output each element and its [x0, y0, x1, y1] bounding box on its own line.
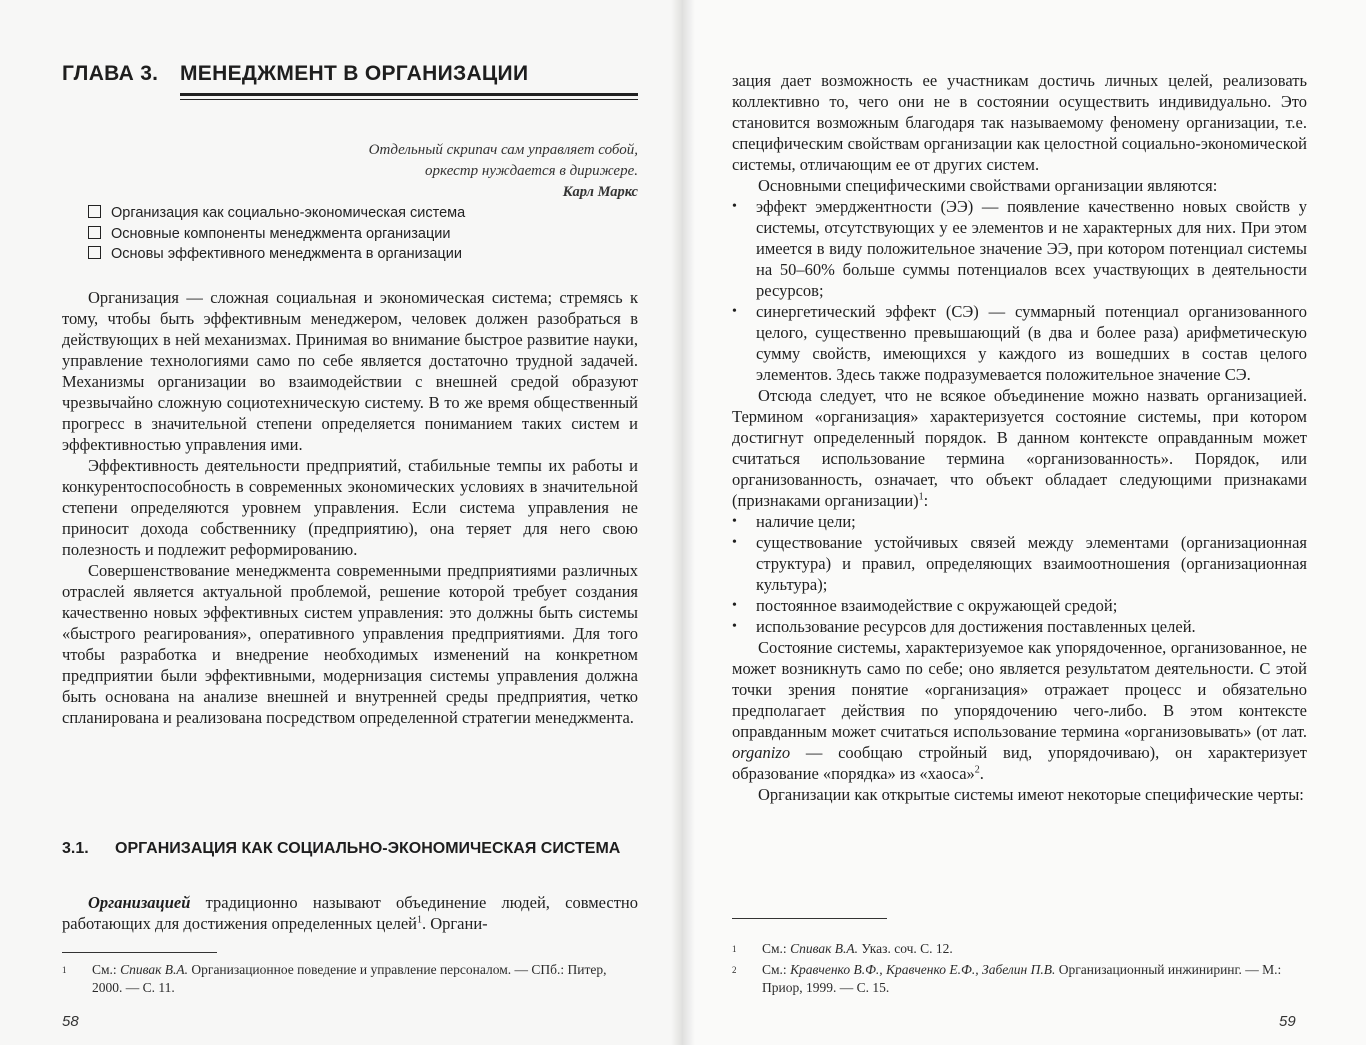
checkbox-square-icon — [88, 205, 101, 218]
footnote-marker: 2 — [732, 965, 737, 975]
footnote: 2 См.: Кравченко В.Ф., Кравченко Е.Ф., Забелин П.В. Организационный инжиниринг. — М.: Приор, 1999. — С. 15. — [732, 962, 1282, 995]
contents-item: Основные компоненты менеджмента организации — [88, 224, 648, 245]
section-body — [62, 892, 638, 934]
epigraph-line-2: оркестр нуждается в дирижере. — [425, 163, 638, 179]
chapter-rule-thin — [180, 99, 638, 100]
chapter-title: МЕНЕДЖМЕНТ В ОРГАНИЗАЦИИ — [180, 62, 529, 85]
paragraph: Организацией традиционно называют объединение людей, совместно работающих для достижения определенных целей$^1$. Органи- — [62, 893, 638, 933]
list-item: • постоянное взаимодействие с окружающей средой; — [732, 595, 1307, 616]
footnote: 1 См.: Спивак В.А. Указ. соч. С. 12. — [732, 941, 953, 956]
checkbox-square-icon — [88, 226, 101, 239]
paragraph: зация дает возможность ее участникам достичь личных целей, реализовать коллективно то, чего они не в состоянии осуществить индивидуально. Это становится возможным благодаря так называемому феномену организации, т.е. специфическим свойствам организации как целостной социально-экономической системы, отличающим ее от других систем. — [732, 71, 1307, 174]
paragraph: Организации как открытые системы имеют некоторые специфические черты: — [758, 785, 1304, 804]
chapter-contents — [88, 203, 648, 265]
list-item: • эффект эмерджентности (ЭЭ) — появление качественно новых свойств у системы, отсутствующих у ее элементов и не характерных для них. При этом имеется в виду положительное значение ЭЭ, при котором потенциал системы на 50–60% больше суммы потенциалов всех участвующих в деятельности ресурсов; — [732, 196, 1307, 301]
list-item: • использование ресурсов для достижения поставленных целей. — [732, 616, 1307, 637]
chapter-rule-thick — [180, 93, 638, 96]
section-heading — [62, 838, 638, 860]
checkbox-square-icon — [88, 246, 101, 259]
paragraph: Организация — сложная социальная и экономическая система; стремясь к тому, чтобы быть эффективным менеджером, человек должен разобраться в действующих в ней механизмах. Принимая во внимание быстрое развитие науки, управление технологиями само по себе является достаточно трудной задачей. Механизмы организации во взаимодействии с внешней средой образуют чрезвычайно сложную социотехническую систему. В то же время общественный прогресс в значительной степени определяется пониманием таких систем и эффективностью управления ими. — [62, 288, 638, 454]
footnote-marker: 1 — [732, 944, 737, 954]
paragraph: Состояние системы, характеризуемое как упорядоченное, организованное, не может возникнуть само по себе; оно является результатом деятельности. С этой точки зрения понятие «организация» отражает процесс и обязательно предполагает действия по упорядочению чего-либо. В этом контексте оправданным может считаться использование термина «организовывать» (от лат. organizo — сообщаю стройный вид, упорядочиваю), он характеризует образование «порядка» из «хаоса»$^2$. — [732, 638, 1307, 783]
paragraph: Отсюда следует, что не всякое объединение можно назвать организацией. Термином «организация» характеризуется состояние системы, при котором достигнут определенный порядок. В данном контексте оправданным может считаться использование термина «организованность». Порядок, или организованность, означает, что объект обладает следующими признаками (признаками организации)$^1$: — [732, 386, 1307, 510]
left-body-text — [62, 287, 638, 728]
footnote-ref: 1 — [918, 491, 924, 503]
footnote: 1 См.: Спивак В.А. Организационное поведение и управление персоналом. — СПб.: Питер, 2000. — С. 11. — [62, 962, 607, 995]
paragraph: Совершенствование менеджмента современными предприятиями различных отраслей является актуальной проблемой, решение которой требует создания качественно новых эффективных систем управления: это должны быть системы «быстрого реагирования», оперативного управления предприятиями. Для того чтобы разработка и внедрение необходимых изменений на конкретном предприятии были эффективными, модернизация системы управления должна быть основана на анализе внешней и внутренней среды предприятия, четко спланирована и реализована посредством определенной стратегии менеджмента. — [62, 561, 638, 727]
paragraph: Основными специфическими свойствами организации являются: — [758, 176, 1218, 195]
list-item: • синергетический эффект (СЭ) — суммарный потенциал организованного целого, существенно превышающий (в два и более раза) арифметическую сумму свойств, имеющихся у каждого из вошедших в состав целого элементов. Здесь также подразумевается положительное значение СЭ. — [732, 301, 1307, 385]
section-number: 3.1. — [62, 840, 89, 857]
footnote-marker: 1 — [62, 965, 67, 975]
paragraph: Эффективность деятельности предприятий, стабильные темпы их работы и конкурентоспособность в современных экономических условиях в значительной степени определяются уровнем управления. Если система управления не приносит дохода собственнику (предприятию), она теряет для него свою полезность и подлежит реформированию. — [62, 456, 638, 559]
list-item: • наличие цели; — [732, 511, 1307, 532]
contents-item: Основы эффективного менеджмента в организации — [88, 244, 648, 265]
footnote-ref: 2 — [974, 764, 980, 776]
page-number: 59 — [1279, 1013, 1296, 1030]
epigraph-author: Карл Маркс — [562, 184, 638, 200]
footnote-ref: 1 — [417, 914, 422, 926]
bullet-list — [732, 511, 1307, 637]
bullet-list — [732, 196, 1307, 385]
footnote-rule — [62, 952, 217, 953]
right-body-text — [732, 70, 1307, 805]
list-item: • существование устойчивых связей между элементами (организационная структура) и правил, определяющих взаимоотношения (организационная культура); — [732, 532, 1307, 595]
contents-item: Организация как социально-экономическая система — [88, 203, 648, 224]
page-number: 58 — [62, 1013, 79, 1030]
right-page — [683, 0, 1366, 1045]
epigraph-line-1: Отдельный скрипач сам управляет собой, — [368, 142, 638, 158]
footnote-rule — [732, 918, 887, 919]
epigraph — [198, 140, 638, 203]
chapter-heading — [62, 62, 640, 86]
chapter-number: ГЛАВА 3. — [62, 62, 159, 85]
defined-term: Организацией — [88, 893, 191, 912]
section-title: ОРГАНИЗАЦИЯ КАК СОЦИАЛЬНО-ЭКОНОМИЧЕСКАЯ СИСТЕМА — [115, 840, 621, 857]
